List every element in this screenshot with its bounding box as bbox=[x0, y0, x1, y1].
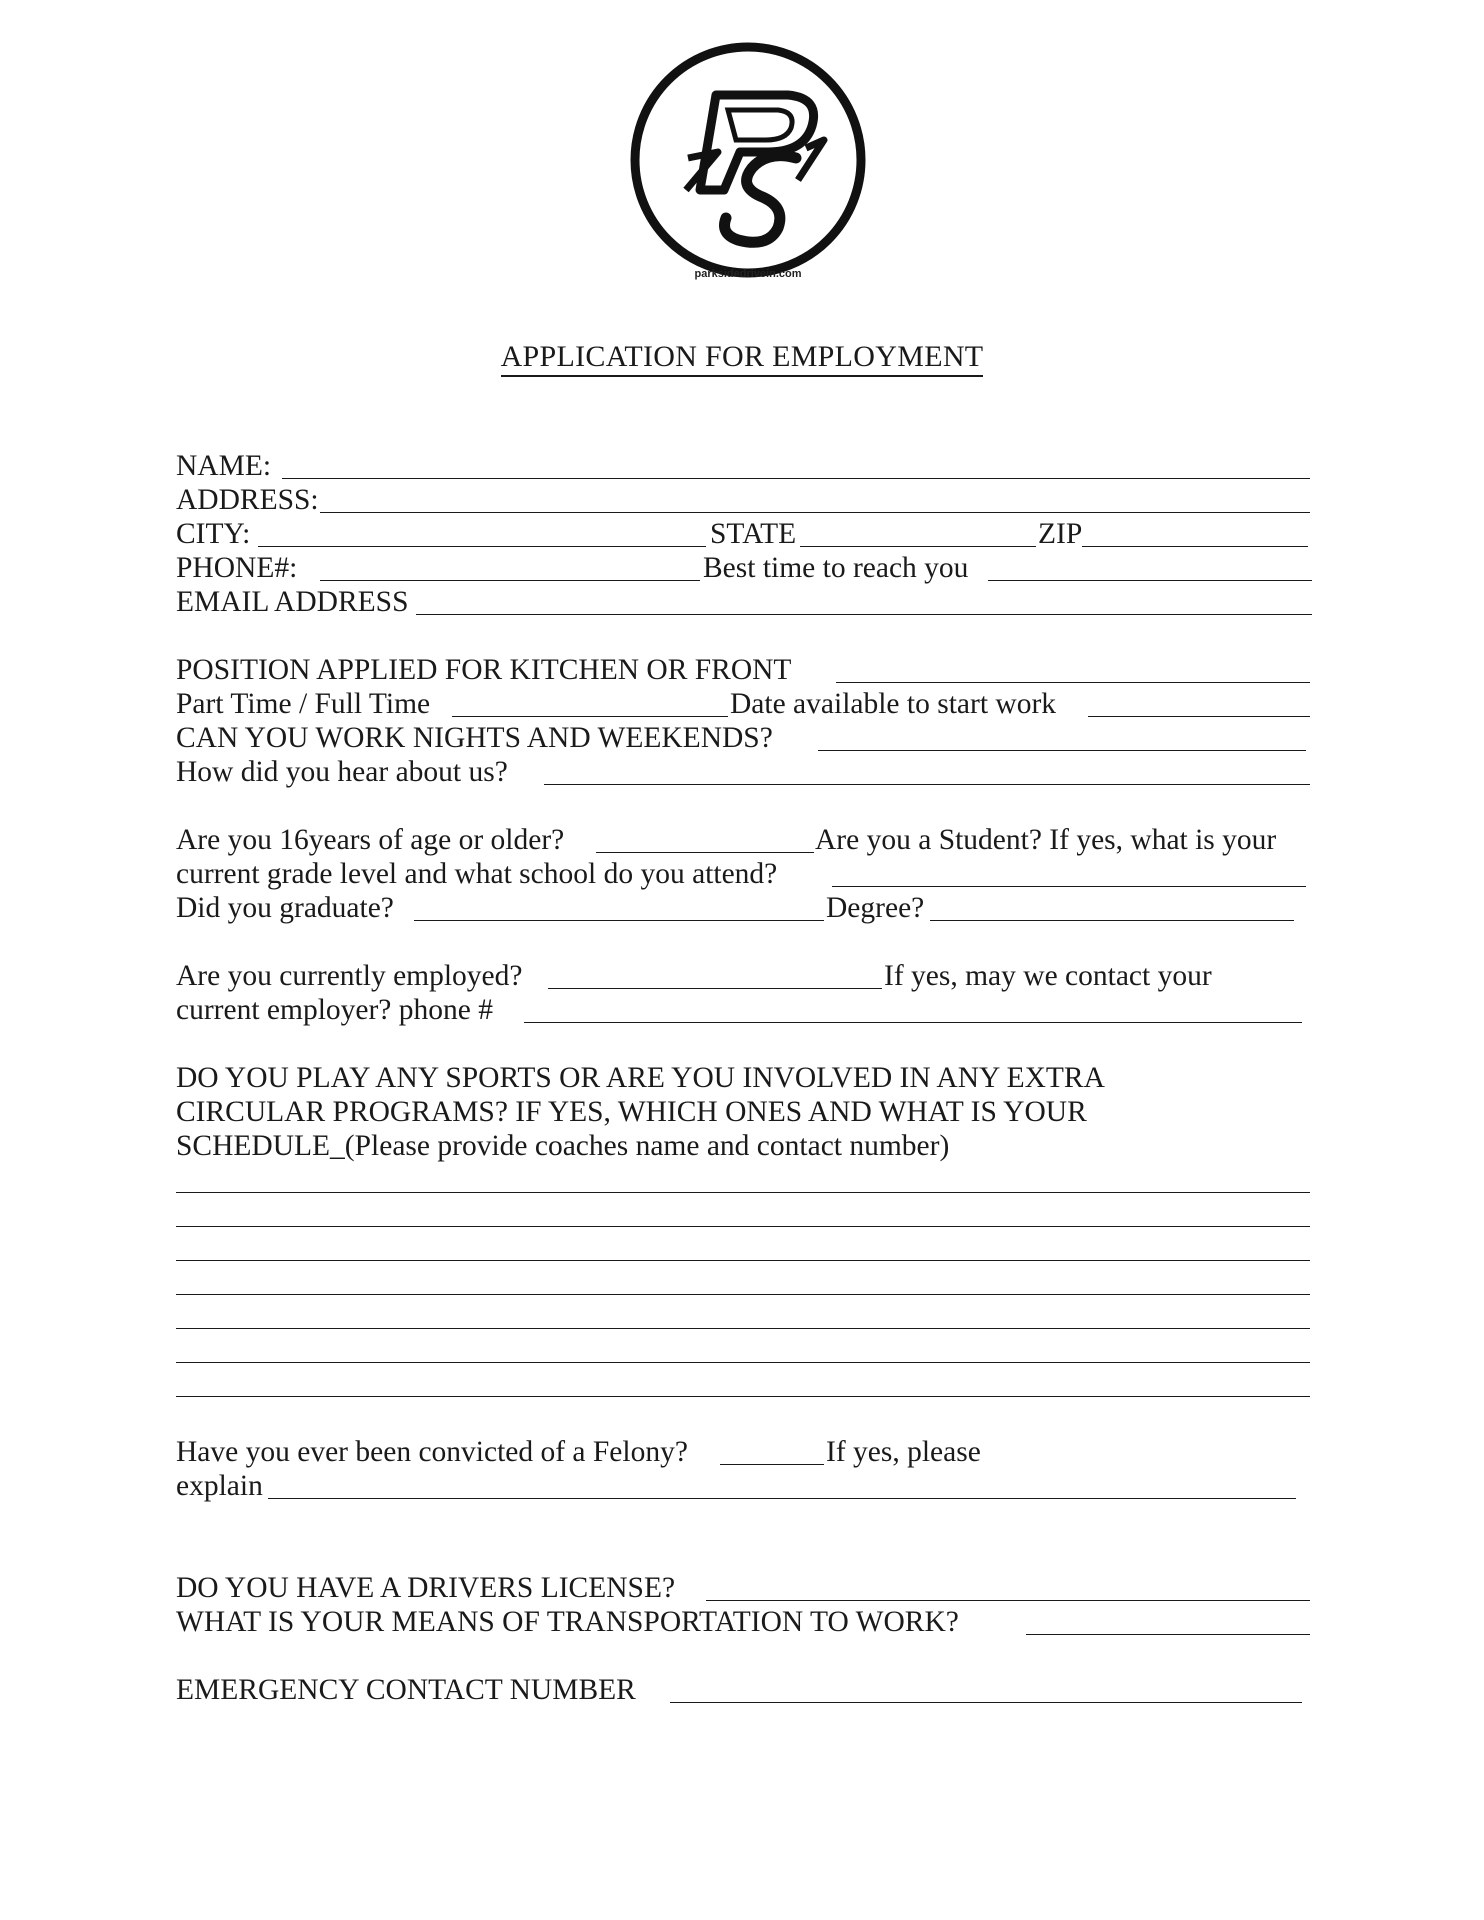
felony-yes-label: If yes, please bbox=[826, 1436, 981, 1468]
city-field[interactable] bbox=[258, 546, 706, 547]
drivers-license-field[interactable] bbox=[706, 1600, 1310, 1601]
position-label: POSITION APPLIED FOR KITCHEN OR FRONT bbox=[176, 654, 792, 686]
phone-label: PHONE#: bbox=[176, 552, 298, 584]
sports-answer-line[interactable] bbox=[176, 1260, 1310, 1261]
name-field[interactable] bbox=[282, 478, 1310, 479]
parkside-logo bbox=[628, 40, 868, 280]
date-available-field[interactable] bbox=[1088, 716, 1310, 717]
contact-employer-label: If yes, may we contact your bbox=[884, 960, 1212, 992]
phone-field[interactable] bbox=[320, 580, 700, 581]
part-full-field[interactable] bbox=[452, 716, 728, 717]
part-full-label: Part Time / Full Time bbox=[176, 688, 431, 720]
sports-line-2: CIRCULAR PROGRAMS? IF YES, WHICH ONES AND WHAT IS YOUR bbox=[176, 1096, 1087, 1128]
state-field[interactable] bbox=[800, 546, 1036, 547]
employer-phone-label: current employer? phone # bbox=[176, 994, 493, 1026]
name-label: NAME: bbox=[176, 450, 272, 482]
nights-weekends-field[interactable] bbox=[818, 750, 1306, 751]
email-field[interactable] bbox=[416, 614, 1312, 615]
drivers-license-label: DO YOU HAVE A DRIVERS LICENSE? bbox=[176, 1572, 676, 1604]
sports-answer-line[interactable] bbox=[176, 1226, 1310, 1227]
nights-weekends-label: CAN YOU WORK NIGHTS AND WEEKENDS? bbox=[176, 722, 773, 754]
employer-phone-field[interactable] bbox=[524, 1022, 1302, 1023]
logo-url: parksidedrivein.com bbox=[694, 268, 802, 280]
address-field[interactable] bbox=[320, 512, 1310, 513]
grade-level-field[interactable] bbox=[832, 886, 1306, 887]
grade-level-label: current grade level and what school do you attend? bbox=[176, 858, 778, 890]
address-label: ADDRESS: bbox=[176, 484, 319, 516]
age16-label: Are you 16years of age or older? bbox=[176, 824, 565, 856]
felony-label: Have you ever been convicted of a Felony? bbox=[176, 1436, 688, 1468]
zip-field[interactable] bbox=[1082, 546, 1308, 547]
hear-about-field[interactable] bbox=[544, 784, 1310, 785]
employed-field[interactable] bbox=[548, 988, 882, 989]
emergency-field[interactable] bbox=[670, 1702, 1302, 1703]
hear-about-label: How did you hear about us? bbox=[176, 756, 508, 788]
sports-answer-line[interactable] bbox=[176, 1192, 1310, 1193]
position-field[interactable] bbox=[836, 682, 1310, 683]
felony-field[interactable] bbox=[720, 1464, 824, 1465]
transportation-field[interactable] bbox=[1026, 1634, 1310, 1635]
page-title: APPLICATION FOR EMPLOYMENT bbox=[0, 340, 1484, 374]
student-label: Are you a Student? If yes, what is your bbox=[815, 824, 1277, 856]
city-label: CITY: bbox=[176, 518, 251, 550]
sports-answer-line[interactable] bbox=[176, 1328, 1310, 1329]
sports-line-1: DO YOU PLAY ANY SPORTS OR ARE YOU INVOLVED IN ANY EXTRA bbox=[176, 1062, 1105, 1094]
sports-answer-line[interactable] bbox=[176, 1294, 1310, 1295]
employed-label: Are you currently employed? bbox=[176, 960, 523, 992]
transportation-label: WHAT IS YOUR MEANS OF TRANSPORTATION TO WORK? bbox=[176, 1606, 959, 1638]
state-label: STATE bbox=[710, 518, 797, 550]
sports-line-3: SCHEDULE_(Please provide coaches name and contact number) bbox=[176, 1130, 950, 1162]
degree-field[interactable] bbox=[930, 920, 1294, 921]
best-time-field[interactable] bbox=[988, 580, 1312, 581]
age16-field[interactable] bbox=[596, 852, 814, 853]
graduate-field[interactable] bbox=[414, 920, 824, 921]
sports-answer-line[interactable] bbox=[176, 1362, 1310, 1363]
explain-field[interactable] bbox=[268, 1498, 1296, 1499]
sports-answer-line[interactable] bbox=[176, 1396, 1310, 1397]
date-available-label: Date available to start work bbox=[730, 688, 1057, 720]
emergency-label: EMERGENCY CONTACT NUMBER bbox=[176, 1674, 636, 1706]
best-time-label: Best time to reach you bbox=[703, 552, 969, 584]
email-label: EMAIL ADDRESS bbox=[176, 586, 409, 618]
explain-label: explain bbox=[176, 1470, 263, 1502]
zip-label: ZIP bbox=[1038, 518, 1083, 550]
degree-label: Degree? bbox=[826, 892, 925, 924]
graduate-label: Did you graduate? bbox=[176, 892, 394, 924]
